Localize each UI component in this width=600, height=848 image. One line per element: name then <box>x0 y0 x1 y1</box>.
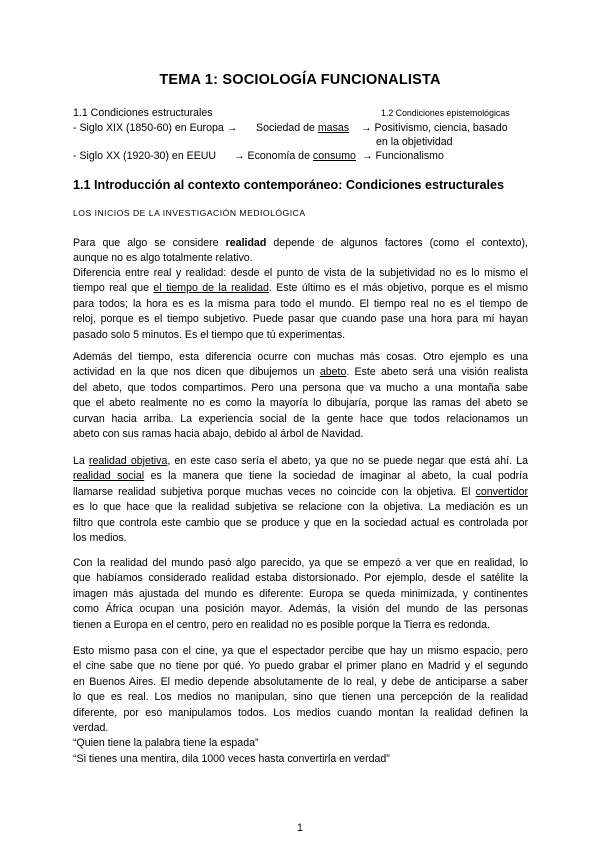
outline-row1-continued: en la objetividad <box>376 136 453 148</box>
outline-underlined-masas: masas <box>317 122 350 134</box>
paragraph-5: Con la realidad del mundo pasó algo parecido, ya que se empezó a ver que en realidad, lo que habíamos considerado realidad estaba distorsionado. Por ejemplo, desde el satélite la imagen más ajustada del mundo es diferente: Europa se queda minimizada, y continentes como África ocupan una posición mayor. Además, la visión del mundo de las personas tienen a Europa en el centro, pero en realidad no es posible porque la Tierra es redonda. <box>73 557 528 631</box>
outline-row1-middle: Sociedad de masas <box>256 122 350 134</box>
outline-row2-middle: → Economía de consumo <box>234 150 356 162</box>
paragraph-3: Además del tiempo, esta diferencia ocurre con muchas más cosas. Otro ejemplo es una actividad en la que nos dicen que dibujemos un abeto. Este abeto será una visión realista del abeto, que todos compartimos. Pero una persona que va mucho a una montaña sabe que el abeto realmente no es como la mayoría lo dibujaría, porque las ramas del abeto se curvan hacia arriba. La experiencia social de la gente hace que todos relacionamos un abeto con sus ramas hacia abajo, debido al árbol de Navidad. <box>73 351 528 441</box>
outline-row1-left: - Siglo XIX (1850-60) en Europa → <box>73 122 238 134</box>
subheading: LOS INICIOS DE LA INVESTIGACIÓN MEDIOLÓGICA <box>73 208 306 218</box>
paragraph-4: La realidad objetiva, en este caso sería el abeto, ya que no se puede negar que está ahí. La realidad social es la manera que tiene la sociedad de imaginar al abeto, la cual podría llamarse realidad subjetiva porque muchas veces no coincide con la objetiva. El convertidor es lo que hace que la realidad subjetiva se relacione con la objetiva. La mediación es un filtro que controla este cambio que se produce y que en la sociedad actual es controlada por los medios. <box>73 455 528 545</box>
underline-realidad-social: realidad social <box>73 470 145 483</box>
paragraph-6: Esto mismo pasa con el cine, ya que el espectador percibe que hay un mismo espacio, pero el cine sabe que no tiene por qué. Yo puedo grabar el primer plano en Madrid y el segundo en Buenos Aires. El medio depende absolutamente de lo real, y debe de anticiparse a saber lo que es real. Los medios no manipulan, sino que tienen una percepción de la realidad diferente, por eso manipulamos todos. Los medios cuando montan la realidad definen la verdad. “Quien tiene la palabra tiene la espada” “Si tienes una mentira, dila 1000 veces hasta convertirla en verdad” <box>73 644 528 767</box>
outline-row2-right: → Funcionalismo <box>362 150 444 162</box>
outline-right-heading: 1.2 Condiciones epistemológicas <box>381 108 510 118</box>
page-title: TEMA 1: SOCIOLOGÍA FUNCIONALISTA <box>159 72 441 88</box>
outline-underlined-consumo: consumo <box>312 150 356 162</box>
underline-abeto: abeto <box>319 366 347 379</box>
paragraph-2: Diferencia entre real y realidad: desde el punto de vista de la subjetividad no es lo mismo el tiempo real que el tiempo de la realidad. Este último es el más objetivo, porque es el mismo para todos; la hora es es la misma para todo el mundo. El tiempo real no es el tiempo de reloj, porque es el tiempo subjetivo. Puede pasar que cuando pase una hora para mí hayan pasado solo 5 minutos. Es el tiempo que tú experimentas. <box>73 267 528 341</box>
page-number: 1 <box>297 822 303 834</box>
underline-convertidor: convertidor <box>475 485 528 498</box>
outline-left-heading: 1.1 Condiciones estructurales <box>73 107 213 119</box>
quote-1: “Quien tiene la palabra tiene la espada” <box>73 737 259 750</box>
outline-row2-left: - Siglo XX (1920-30) en EEUU <box>73 150 217 162</box>
quote-2: “Si tienes una mentira, dila 1000 veces hasta convertirla en verdad” <box>73 752 390 765</box>
section-heading: 1.1 Introducción al contexto contemporáneo: Condiciones estructurales <box>73 178 505 192</box>
outline-row1-right: → Positivismo, ciencia, basado <box>361 122 508 134</box>
underline-tiempo-realidad: el tiempo de la realidad <box>153 282 269 295</box>
bold-realidad: realidad <box>225 237 267 249</box>
paragraph-1: Para que algo se considere realidad depende de algunos factores (como el contexto), aunque no es algo totalmente relativo. <box>73 237 528 265</box>
underline-realidad-objetiva: realidad objetiva <box>88 455 168 467</box>
